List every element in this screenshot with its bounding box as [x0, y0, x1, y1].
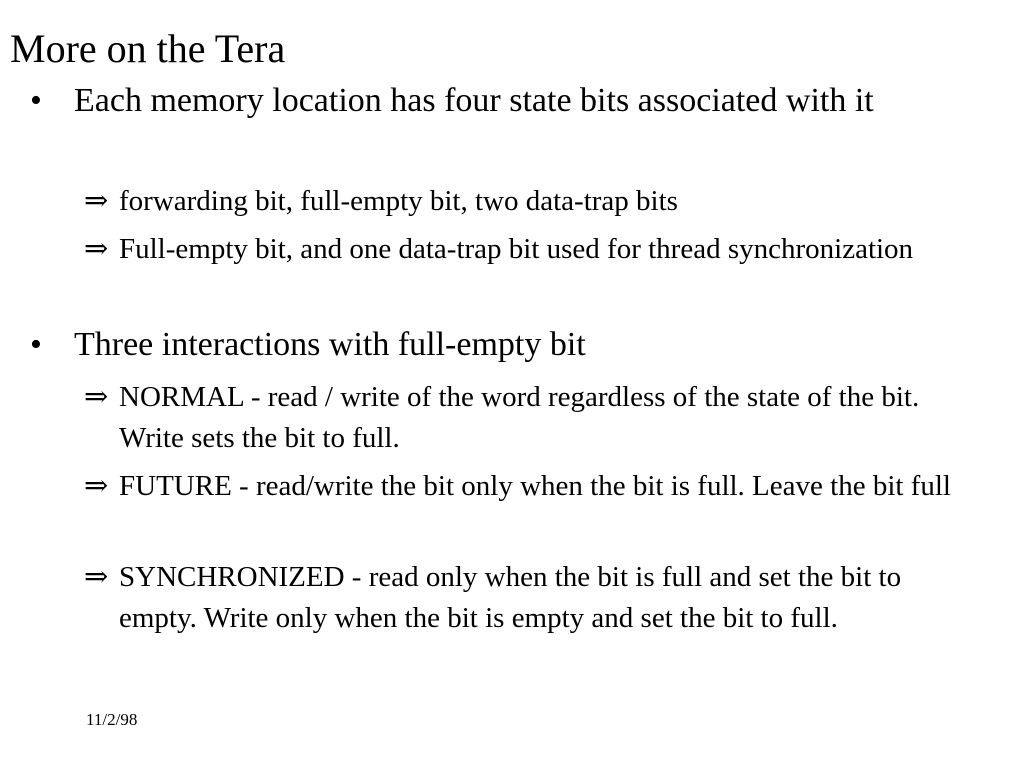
- bullet-text: Each memory location has four state bits associated with it: [74, 82, 874, 119]
- footer-date: 11/2/98: [86, 710, 138, 729]
- implies-arrow-icon: ⇒: [84, 561, 109, 593]
- subitem-text: FUTURE - read/write the bit only when the bit is full. Leave the bit full: [119, 470, 951, 502]
- subitem-text: Full-empty bit, and one data-trap bit used for thread synchronization: [119, 233, 914, 265]
- bullet-marker: •: [30, 82, 42, 119]
- subitem-text: forwarding bit, full-empty bit, two data-trap bits: [119, 185, 678, 217]
- bullet-text: Three interactions with full-empty bit: [74, 326, 586, 363]
- implies-arrow-icon: ⇒: [84, 470, 109, 502]
- implies-arrow-icon: ⇒: [84, 233, 109, 265]
- bullet-marker: •: [30, 326, 42, 363]
- implies-arrow-icon: ⇒: [84, 185, 109, 217]
- implies-arrow-icon: ⇒: [84, 381, 109, 413]
- slide-title: More on the Tera: [10, 26, 286, 71]
- subitem-text: SYNCHRONIZED - read only when the bit is full and set the bit to empty. Write only when the bit is empty and set the bit to full.: [119, 561, 902, 634]
- subitem-text: NORMAL - read / write of the word regardless of the state of the bit. Write sets the bit to full.: [119, 381, 920, 454]
